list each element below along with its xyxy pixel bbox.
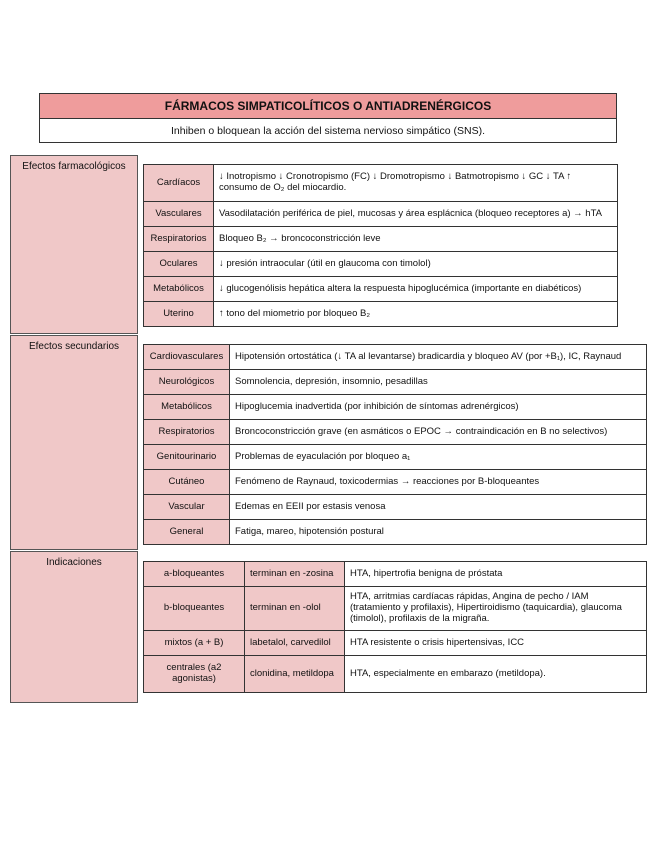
row-key: Neurológicos <box>144 370 230 395</box>
row-key: Metabólicos <box>144 395 230 420</box>
row-key: a-bloqueantes <box>144 562 245 587</box>
row-key: Cardiovasculares <box>144 345 230 370</box>
table-row <box>144 202 618 227</box>
table-row <box>144 345 647 370</box>
table-row <box>144 370 647 395</box>
table-indicaciones <box>143 561 647 693</box>
row-value: Hipoglucemia inadvertida (por inhibición de síntomas adrenérgicos) <box>230 395 647 420</box>
row-key: centrales (a2 agonistas) <box>144 656 245 693</box>
row-value: ↓ glucogenólisis hepática altera la respuesta hipoglucémica (importante en diabéticos) <box>214 277 618 302</box>
row-value: ↑ tono del miometrio por bloqueo B₂ <box>214 302 618 327</box>
table-row <box>144 420 647 445</box>
row-value: Edemas en EEII por estasis venosa <box>230 495 647 520</box>
row-value: Fatiga, mareo, hipotensión postural <box>230 520 647 545</box>
table-row <box>144 252 618 277</box>
table-row <box>144 495 647 520</box>
section-label-efectos-farmacologicos: Efectos farmacológicos <box>10 155 138 334</box>
row-key: Metabólicos <box>144 277 214 302</box>
row-key: b-bloqueantes <box>144 587 245 631</box>
table-row <box>144 445 647 470</box>
table-row <box>144 631 647 656</box>
row-key: Oculares <box>144 252 214 277</box>
table-row <box>144 656 647 693</box>
row-key: Genitourinario <box>144 445 230 470</box>
row-value: Problemas de eyaculación por bloqueo a₁ <box>230 445 647 470</box>
row-key: Vascular <box>144 495 230 520</box>
row-value: ↓ Inotropismo ↓ Cronotropismo (FC) ↓ Dromotropismo ↓ Batmotropismo ↓ GC ↓ TA ↑ consumo de O₂ del miocardio. <box>214 165 618 202</box>
row-key: General <box>144 520 230 545</box>
row-value: Vasodilatación periférica de piel, mucosas y área esplácnica (bloqueo receptores a) → hTA <box>214 202 618 227</box>
row-value: HTA, hipertrofia benigna de próstata <box>345 562 647 587</box>
table-row <box>144 277 618 302</box>
page-title: FÁRMACOS SIMPATICOLÍTICOS O ANTIADRENÉRGICOS <box>39 93 617 119</box>
row-value: Broncoconstricción grave (en asmáticos o EPOC → contraindicación en B no selectivos) <box>230 420 647 445</box>
row-value: Bloqueo B₂ → broncoconstricción leve <box>214 227 618 252</box>
table-row <box>144 227 618 252</box>
row-drugs: labetalol, carvedilol <box>245 631 345 656</box>
table-row <box>144 302 618 327</box>
row-drugs: terminan en -olol <box>245 587 345 631</box>
row-key: Cardíacos <box>144 165 214 202</box>
row-value: Hipotensión ortostática (↓ TA al levantarse) bradicardia y bloqueo AV (por +B₁), IC, Raynaud <box>230 345 647 370</box>
row-key: Cutáneo <box>144 470 230 495</box>
section-label-indicaciones: Indicaciones <box>10 551 138 703</box>
row-key: mixtos (a + B) <box>144 631 245 656</box>
table-row <box>144 165 618 202</box>
table-row <box>144 587 647 631</box>
table-row <box>144 470 647 495</box>
row-drugs: terminan en -zosina <box>245 562 345 587</box>
row-value: HTA, especialmente en embarazo (metildopa). <box>345 656 647 693</box>
row-value: HTA, arritmias cardíacas rápidas, Angina de pecho / IAM (tratamiento y profilaxis), Hipertiroidismo (taquicardia), glaucoma (timolol), profilaxis de la migraña. <box>345 587 647 631</box>
row-key: Respiratorios <box>144 227 214 252</box>
row-key: Respiratorios <box>144 420 230 445</box>
row-drugs: clonidina, metildopa <box>245 656 345 693</box>
table-row <box>144 395 647 420</box>
page-subtitle: Inhiben o bloquean la acción del sistema nervioso simpático (SNS). <box>39 119 617 143</box>
table-row <box>144 520 647 545</box>
row-value: HTA resistente o crisis hipertensivas, ICC <box>345 631 647 656</box>
table-efectos-secundarios <box>143 344 647 545</box>
row-value: Fenómeno de Raynaud, toxicodermias → reacciones por B-bloqueantes <box>230 470 647 495</box>
row-value: Somnolencia, depresión, insomnio, pesadillas <box>230 370 647 395</box>
row-value: ↓ presión intraocular (útil en glaucoma con timolol) <box>214 252 618 277</box>
section-label-efectos-secundarios: Efectos secundarios <box>10 335 138 550</box>
row-key: Uterino <box>144 302 214 327</box>
table-efectos-farmacologicos <box>143 164 618 327</box>
row-key: Vasculares <box>144 202 214 227</box>
table-row <box>144 562 647 587</box>
